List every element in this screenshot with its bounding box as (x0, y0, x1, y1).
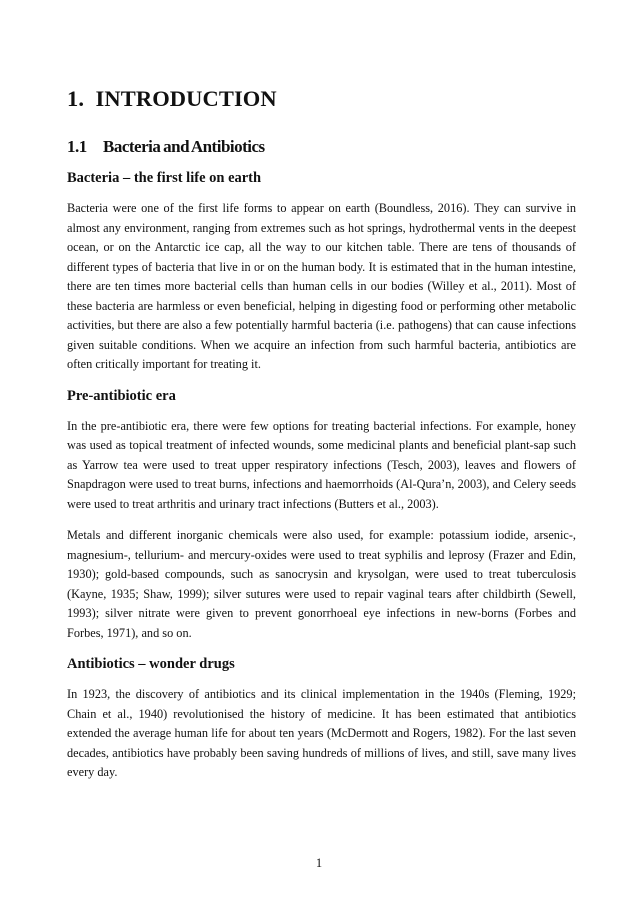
subsection-heading: Antibiotics – wonder drugs (67, 656, 235, 672)
paragraph: In 1923, the discovery of antibiotics and its clinical implementation in the 1940s (Fleming, 1929; Chain et al., 1940) revolutionised the history of medicine. It has been estimated that antibiotics extended the average human life for about ten years (McDermott and Rogers, 1982). For the last seven decades, antibiotics have probably been saving hundreds of millions of lives, and still, save many lives every day. (67, 687, 576, 779)
section-number: 1.1 (67, 137, 87, 156)
chapter-title (67, 84, 576, 114)
section-title-text: Bacteria and Antibiotics (103, 137, 265, 156)
page-number: 1 (315, 856, 323, 870)
paragraph: Bacteria were one of the first life forms to appear on earth (Boundless, 2016). They can survive in almost any environment, ranging from extremes such as hot springs, hydrothermal vents in the deepest ocean, or on the Antarctic ice cap, all the way to our kitchen table. There are tens of thousands of different types of bacteria that live in or on the human body. It is estimated that in the human intestine, there are ten times more bacterial cells than human cells in our bodies (Willey et al., 2011). Most of these bacteria are harmless or even beneficial, helping in digesting food or performing other metabolic activities, but there are also a few potentially harmful bacteria (i.e. pathogens) that can cause infections given suitable conditions. When we acquire an infection from such harmful bacteria, antibiotics are often critically important for treating it. (67, 201, 576, 371)
subsection-heading: Bacteria – the first life on earth (67, 170, 262, 186)
subsection-heading: Pre-antibiotic era (67, 387, 176, 404)
paragraph: In the pre-antibiotic era, there were few options for treating bacterial infections. For example, honey was used as topical treatment of infected wounds, some medicinal plants and beneficial plant-sap such as Yarrow tea were used to treat upper respiratory infections (Tesch, 2003), leaves and flowers of Snapdragon were used to treat burns, infections and haemorrhoids (Al-Qura’n, 2003), and Celery seeds were used to treat arthritis and urinary tract infections (Butters et al., 2003). (67, 418, 576, 511)
paragraph: Metals and different inorganic chemicals were also used, for example: potassium iodide, arsenic-, magnesium-, tellurium- and mercury-oxides were used to treat syphilis and leprosy (Frazer and Edin, 1930); gold-based compounds, such as sanocrysin and krysolgan, were used to treat tuberculosis (Kayne, 1935; Shaw, 1999); silver sutures were used to repair vaginal tears after childbirth (Sewell, 1993); silver nitrate were given to prevent gonorrhoeal eye infections in new-borns (Forbes and Forbes, 1971), and so on. (67, 528, 576, 640)
page-content (67, 84, 576, 795)
chapter-number: 1. (67, 86, 85, 111)
chapter-title-text: INTRODUCTION (95, 86, 277, 111)
section-title (67, 136, 576, 158)
